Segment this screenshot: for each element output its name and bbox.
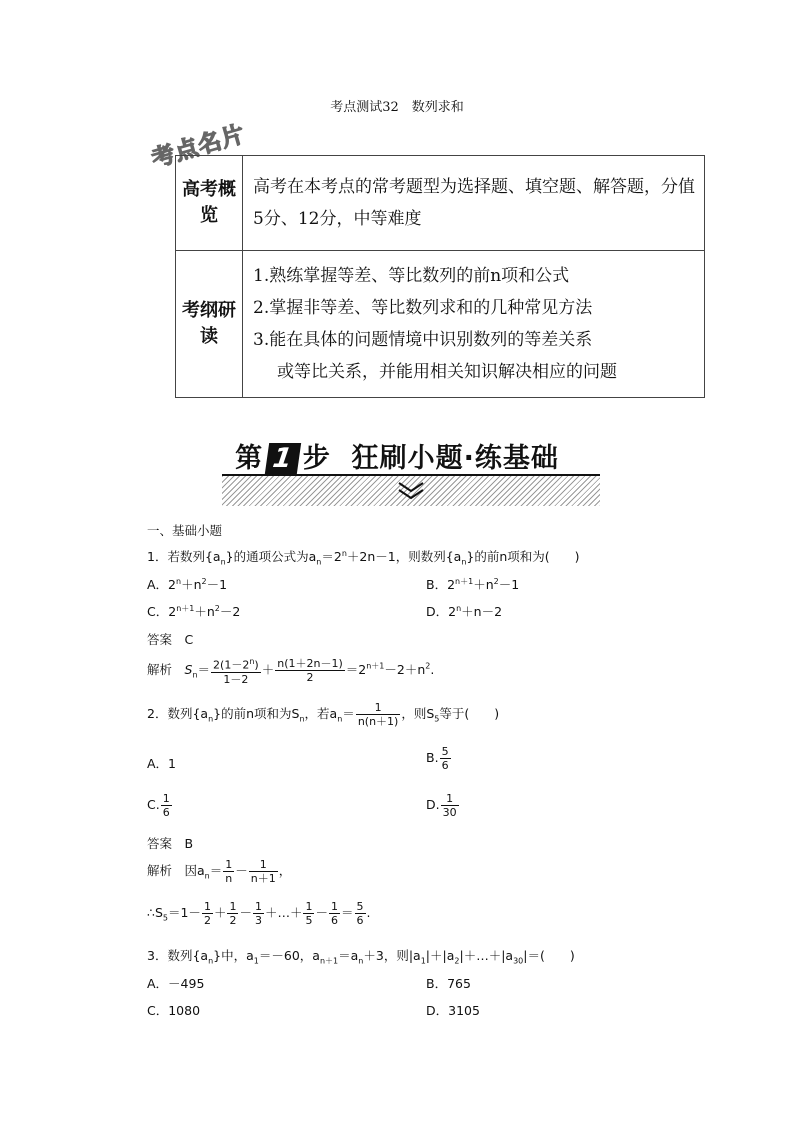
q3-option-c: C．1080 <box>147 1003 201 1018</box>
q1-answer: 答案 C <box>147 632 194 647</box>
q2-option-c: C. $\frac{1}{6}$ <box>147 792 170 819</box>
q1-solution: 解析 $S_n=$ $\frac{2(1-2^n)}{1-2}$ ＋ $\frac{n(1+2n-1)}{2}$ $=2^{n+1}-2+n^2$. <box>147 656 435 686</box>
q3-option-a: A．－495 <box>147 976 205 991</box>
syllabus-row <box>176 251 705 398</box>
syllabus-list <box>243 251 705 398</box>
q1-option-c: C．$2^{n+1}+n^2-2$ <box>147 603 241 619</box>
q2-option-a: A．1 <box>147 756 177 771</box>
q2-option-b: B. $\frac{5}{6}$ <box>426 745 449 772</box>
overview-text: 高考在本考点的常考题型为选择题、填空题、解答题，分值5分、12分，中等难度 <box>243 156 705 251</box>
banner-title: 狂刷小题·练基础 <box>351 443 559 474</box>
question-3-stem: 3．数列$\{a_n\}$中，$a_1=-60$，$a_{n+1}=a_n+3$，则$|a_1|+|a_2|+\dots+|a_{30}|=$( ) <box>147 948 575 966</box>
q1-option-d: D．$2^n+n-2$ <box>426 603 503 619</box>
syllabus-label: 考纲研读 <box>176 251 243 398</box>
page-header: 考点测试32 数列求和 <box>330 100 464 115</box>
info-table <box>175 155 705 398</box>
badge-stamp: 考点名片 <box>148 120 249 173</box>
overview-row <box>176 156 705 251</box>
overview-label: 高考概览 <box>176 156 243 251</box>
question-1-stem: 1．若数列$\{a_n\}$的通项公式为$a_n=2^n+2n-1$，则数列$\{a_n\}$的前n项和为( ) <box>147 548 580 567</box>
q1-option-b: B．$2^{n+1}+n^2-1$ <box>426 576 520 592</box>
q1-option-a: A．$2^n+n^2-1$ <box>147 576 228 592</box>
syllabus-item: 3.能在具体的问题情境中识别数列的等差关系 <box>253 330 593 350</box>
banner-suffix: 步 <box>302 443 331 474</box>
q2-option-d: D. $\frac{1}{30}$ <box>426 792 457 819</box>
q3-option-d: D．3105 <box>426 1003 480 1018</box>
double-chevron-down-icon <box>396 480 426 502</box>
step-number: 1 <box>265 443 301 474</box>
q3-option-b: B．765 <box>426 976 471 991</box>
q2-sum: $\therefore S_5=1-$ $\frac{1}{2}$ ＋ $\frac{1}{2}$ － $\frac{1}{3}$ ＋…＋ $\frac{1}{5}$ － $\frac{1}{6}$ ＝ $\frac{5}{6}$ . <box>147 900 371 927</box>
section-title: 一、基础小题 <box>147 523 223 538</box>
q2-solution: 解析 因$a_n=$ $\frac{1}{n}$ － $\frac{1}{n+1}$ ， <box>147 858 292 885</box>
q2-answer: 答案 B <box>147 836 194 851</box>
banner-prefix: 第 <box>235 443 264 474</box>
syllabus-item: 2.掌握非等差、等比数列求和的几种常见方法 <box>253 298 593 318</box>
syllabus-item: 1.熟练掌握等差、等比数列的前n项和公式 <box>253 266 570 286</box>
syllabus-item: 或等比关系，并能用相关知识解决相应的问题 <box>277 362 617 382</box>
question-2-stem: 2．数列$\{a_n\}$的前n项和为$S_n$，若$a_n=$ $\frac{1}{n(n+1)}$ ，则$S_5$等于( ) <box>147 701 500 728</box>
step-banner <box>0 436 794 475</box>
banner-bar <box>222 474 600 506</box>
